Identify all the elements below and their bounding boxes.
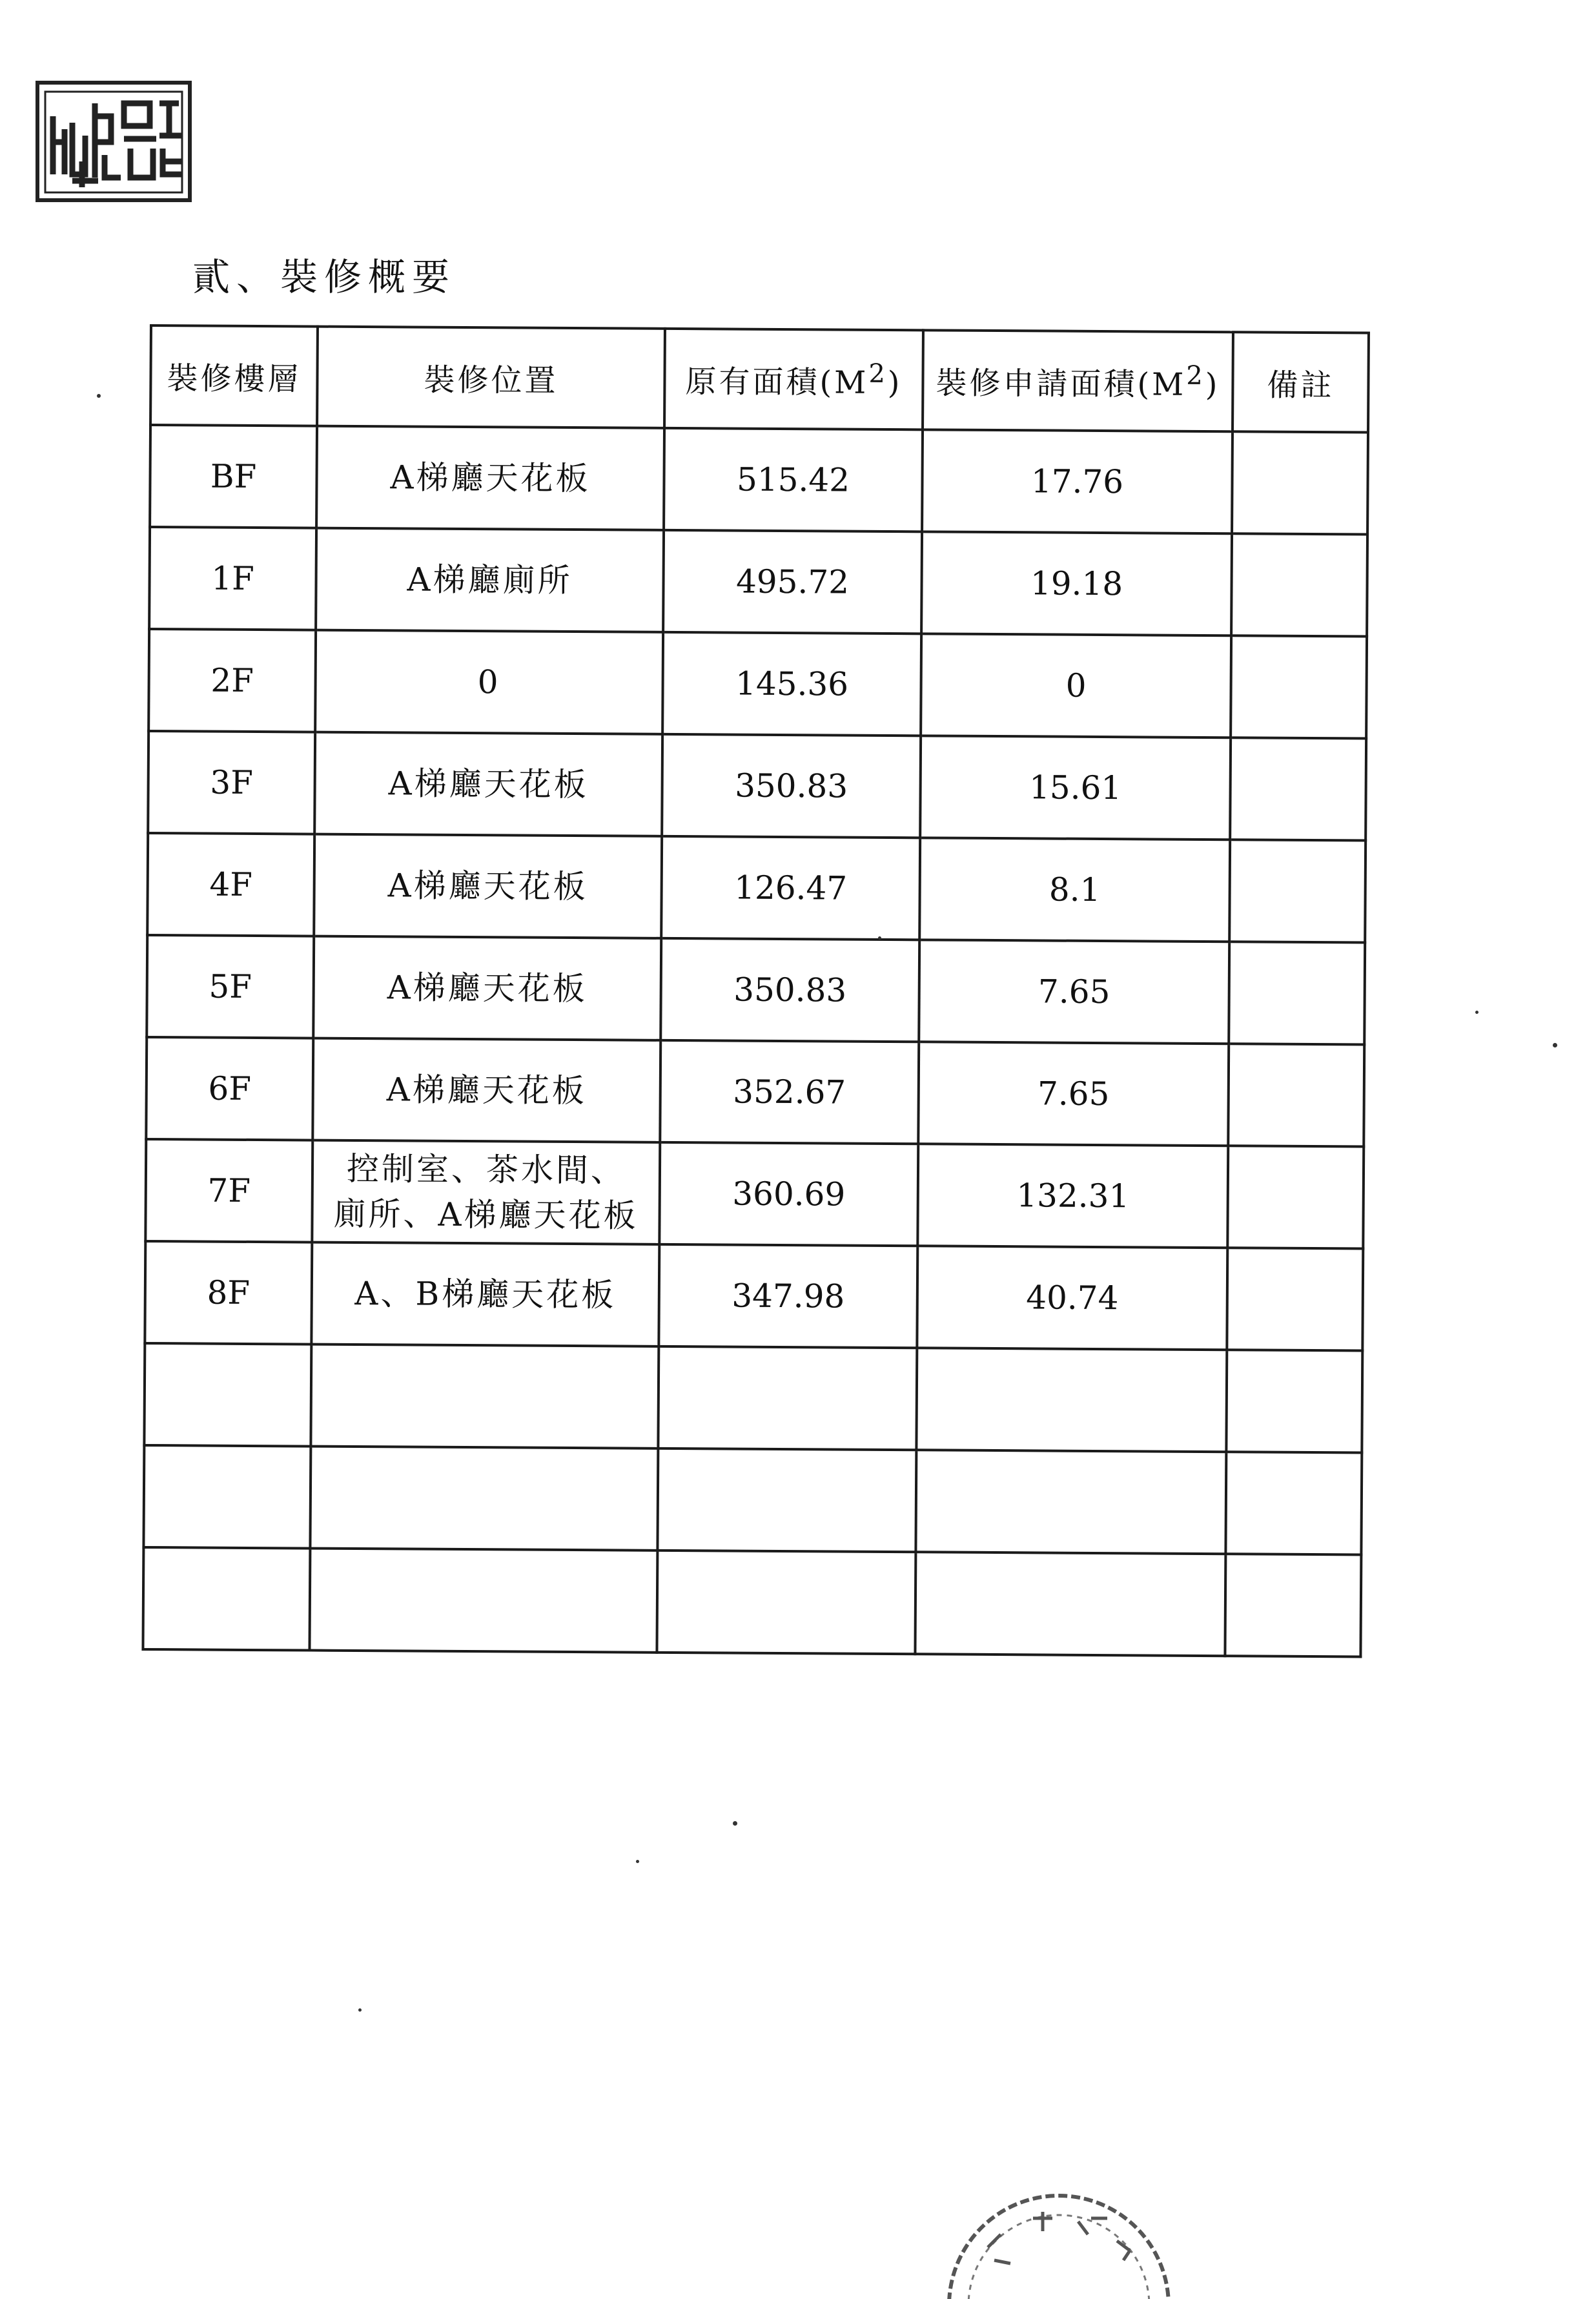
header-requested-area-sup: 2 bbox=[1186, 360, 1205, 391]
round-stamp-icon bbox=[930, 2157, 1175, 2299]
cell-floor: 5F bbox=[147, 935, 314, 1038]
empty-cell bbox=[915, 1552, 1225, 1656]
cell-location: A梯廳天花板 bbox=[313, 936, 661, 1040]
cell-floor: 8F bbox=[145, 1241, 312, 1345]
table-row bbox=[146, 1037, 1364, 1147]
cell-requested-area: 132.31 bbox=[917, 1144, 1228, 1248]
cell-original-area: 145.36 bbox=[662, 632, 921, 736]
cell-location-line1: 控制室、茶水間、 bbox=[346, 1150, 626, 1190]
table-row bbox=[147, 935, 1365, 1045]
cell-floor: BF bbox=[150, 425, 317, 528]
cell-floor: 4F bbox=[147, 833, 314, 936]
table-row bbox=[150, 425, 1368, 535]
scan-speck bbox=[1475, 1011, 1478, 1014]
cell-floor: 3F bbox=[148, 731, 315, 834]
header-requested-area-prefix: 裝修申請面積(M bbox=[936, 364, 1187, 403]
cell-notes bbox=[1227, 1248, 1363, 1350]
scan-speck bbox=[878, 936, 881, 940]
cell-requested-area: 15.61 bbox=[920, 736, 1231, 840]
scan-speck bbox=[97, 394, 101, 398]
cell-location: A、B梯廳天花板 bbox=[311, 1242, 659, 1346]
cell-original-area: 350.83 bbox=[662, 734, 921, 838]
cell-notes bbox=[1227, 1146, 1364, 1248]
header-location: 裝修位置 bbox=[317, 327, 665, 428]
empty-table-row bbox=[143, 1445, 1362, 1555]
cell-floor: 2F bbox=[148, 629, 316, 732]
header-original-area-sup: 2 bbox=[868, 358, 888, 389]
cell-location: A梯廳天花板 bbox=[314, 732, 662, 836]
section-title: 貳、裝修概要 bbox=[192, 255, 456, 299]
cell-requested-area: 7.65 bbox=[918, 1042, 1229, 1146]
cell-original-area: 495.72 bbox=[663, 530, 922, 634]
cell-notes bbox=[1230, 737, 1366, 840]
table-row bbox=[145, 1139, 1364, 1249]
header-original-area-suffix: ) bbox=[887, 364, 903, 401]
scan-speck bbox=[636, 1860, 639, 1863]
empty-cell bbox=[144, 1343, 311, 1447]
cell-original-area: 126.47 bbox=[661, 836, 920, 940]
empty-cell bbox=[1226, 1350, 1362, 1452]
header-original-area-prefix: 原有面積(M bbox=[685, 363, 869, 401]
empty-cell bbox=[309, 1549, 657, 1653]
cell-original-area: 515.42 bbox=[664, 428, 923, 531]
renovation-summary-table bbox=[141, 324, 1370, 1658]
scan-speck bbox=[733, 1821, 737, 1826]
header-notes: 備註 bbox=[1233, 332, 1369, 432]
empty-cell bbox=[916, 1348, 1227, 1452]
cell-floor: 6F bbox=[146, 1037, 313, 1140]
empty-cell bbox=[1225, 1452, 1362, 1554]
cell-floor: 1F bbox=[149, 527, 316, 630]
cell-location: A梯廳天花板 bbox=[314, 834, 662, 938]
empty-table-row bbox=[144, 1343, 1362, 1453]
empty-cell bbox=[658, 1346, 917, 1450]
cell-notes bbox=[1231, 533, 1367, 636]
cell-notes bbox=[1231, 635, 1367, 738]
cell-location: 0 bbox=[315, 630, 663, 734]
scan-speck bbox=[1553, 1043, 1557, 1047]
empty-cell bbox=[1225, 1554, 1361, 1656]
cell-requested-area: 19.18 bbox=[921, 531, 1232, 635]
table-row bbox=[147, 833, 1366, 943]
header-floor: 裝修樓層 bbox=[150, 325, 318, 426]
table-row bbox=[149, 527, 1367, 637]
cell-notes bbox=[1228, 1044, 1364, 1146]
cell-notes bbox=[1232, 431, 1368, 534]
empty-cell bbox=[657, 1551, 916, 1654]
cell-location bbox=[312, 1140, 660, 1244]
square-seal-icon bbox=[34, 77, 194, 205]
cell-original-area: 350.83 bbox=[660, 938, 919, 1042]
cell-requested-area: 8.1 bbox=[919, 838, 1230, 942]
header-original-area bbox=[664, 329, 923, 429]
cell-location: A梯廳天花板 bbox=[316, 426, 664, 530]
empty-cell bbox=[310, 1447, 658, 1551]
table-row bbox=[145, 1241, 1363, 1351]
cell-requested-area: 0 bbox=[921, 634, 1231, 737]
cell-notes bbox=[1229, 840, 1366, 942]
table-row bbox=[148, 731, 1366, 841]
empty-cell bbox=[916, 1450, 1226, 1554]
cell-location: A梯廳天花板 bbox=[312, 1038, 660, 1142]
cell-original-area: 352.67 bbox=[660, 1040, 919, 1144]
scan-speck bbox=[358, 2008, 362, 2012]
cell-location-line2: 廁所、A梯廳天花板 bbox=[333, 1195, 639, 1235]
cell-floor: 7F bbox=[145, 1139, 312, 1242]
cell-notes bbox=[1229, 942, 1365, 1044]
cell-original-area: 360.69 bbox=[659, 1142, 918, 1246]
table-header-row bbox=[150, 325, 1369, 433]
header-requested-area-suffix: ) bbox=[1205, 366, 1220, 403]
empty-cell bbox=[143, 1445, 311, 1549]
header-requested-area bbox=[923, 330, 1233, 431]
empty-cell bbox=[143, 1547, 310, 1651]
empty-cell bbox=[311, 1345, 659, 1448]
cell-requested-area: 40.74 bbox=[917, 1246, 1227, 1350]
cell-requested-area: 7.65 bbox=[919, 940, 1229, 1044]
empty-cell bbox=[657, 1448, 916, 1552]
cell-original-area: 347.98 bbox=[659, 1244, 917, 1348]
cell-location: A梯廳廁所 bbox=[316, 528, 664, 632]
empty-table-row bbox=[143, 1547, 1361, 1657]
cell-requested-area: 17.76 bbox=[922, 429, 1233, 533]
table-row bbox=[148, 629, 1367, 739]
